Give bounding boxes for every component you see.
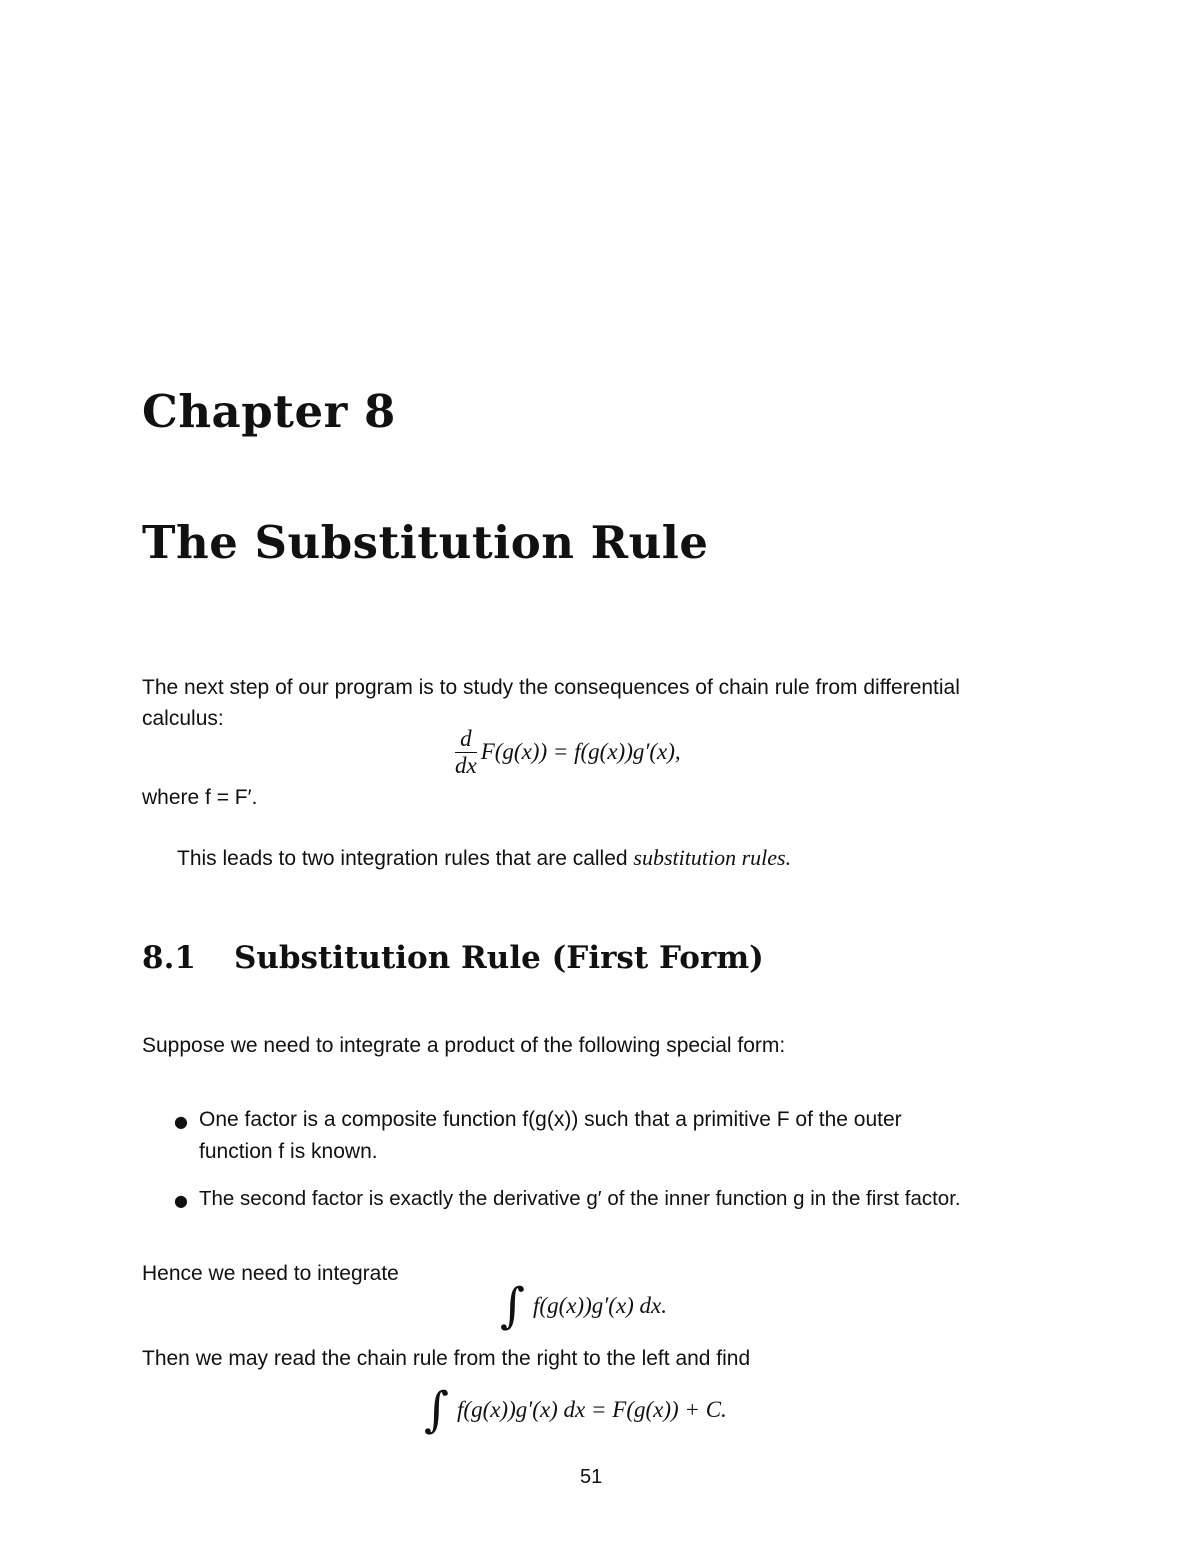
chapter-label: Chapter 8 xyxy=(142,385,396,438)
fraction-numerator: d xyxy=(455,726,477,753)
page-number: 51 xyxy=(580,1466,603,1488)
derivative-fraction xyxy=(455,726,477,779)
bullet-dot-icon: ● xyxy=(174,1112,188,1131)
where-clause: where f = F′. xyxy=(142,786,258,809)
substitution-rules-emphasis: substitution rules. xyxy=(633,845,792,870)
bullet-2-line-1: The second factor is exactly the derivative g′ of the inner function g in the first factor. xyxy=(199,1187,961,1210)
integrand-2: f(g(x))g′(x) dx = F(g(x)) + C. xyxy=(457,1397,727,1422)
hence-sentence: Hence we need to integrate xyxy=(142,1262,399,1285)
then-sentence: Then we may read the chain rule from the right to the left and find xyxy=(142,1347,751,1370)
chain-rule-equation xyxy=(455,722,681,782)
integral-equation-2 xyxy=(424,1382,727,1438)
section-heading xyxy=(142,940,764,976)
intro-line-1: The next step of our program is to study the consequences of chain rule from differential xyxy=(142,676,960,699)
section-title: Substitution Rule (First Form) xyxy=(233,940,764,976)
bullet-1-line-1: One factor is a composite function f(g(x)) such that a primitive F of the outer xyxy=(199,1108,902,1131)
section-number: 8.1 xyxy=(142,940,196,976)
integral-sign-icon: ∫ xyxy=(424,1382,450,1438)
integrand-1: f(g(x))g′(x) dx. xyxy=(533,1293,668,1318)
suppose-sentence: Suppose we need to integrate a product of the following special form: xyxy=(142,1034,786,1057)
equation-rhs: F(g(x)) = f(g(x))g′(x), xyxy=(480,739,681,764)
integral-sign-icon: ∫ xyxy=(500,1278,526,1334)
leads-sentence xyxy=(177,845,791,871)
chapter-title: The Substitution Rule xyxy=(142,516,709,569)
integral-equation-1 xyxy=(500,1278,668,1334)
fraction-denominator: dx xyxy=(455,752,477,778)
bullet-1-line-2: function f is known. xyxy=(199,1140,378,1163)
bullet-dot-icon: ● xyxy=(174,1191,188,1210)
leads-text: This leads to two integration rules that are called xyxy=(177,847,634,870)
intro-line-2: calculus: xyxy=(142,707,224,730)
